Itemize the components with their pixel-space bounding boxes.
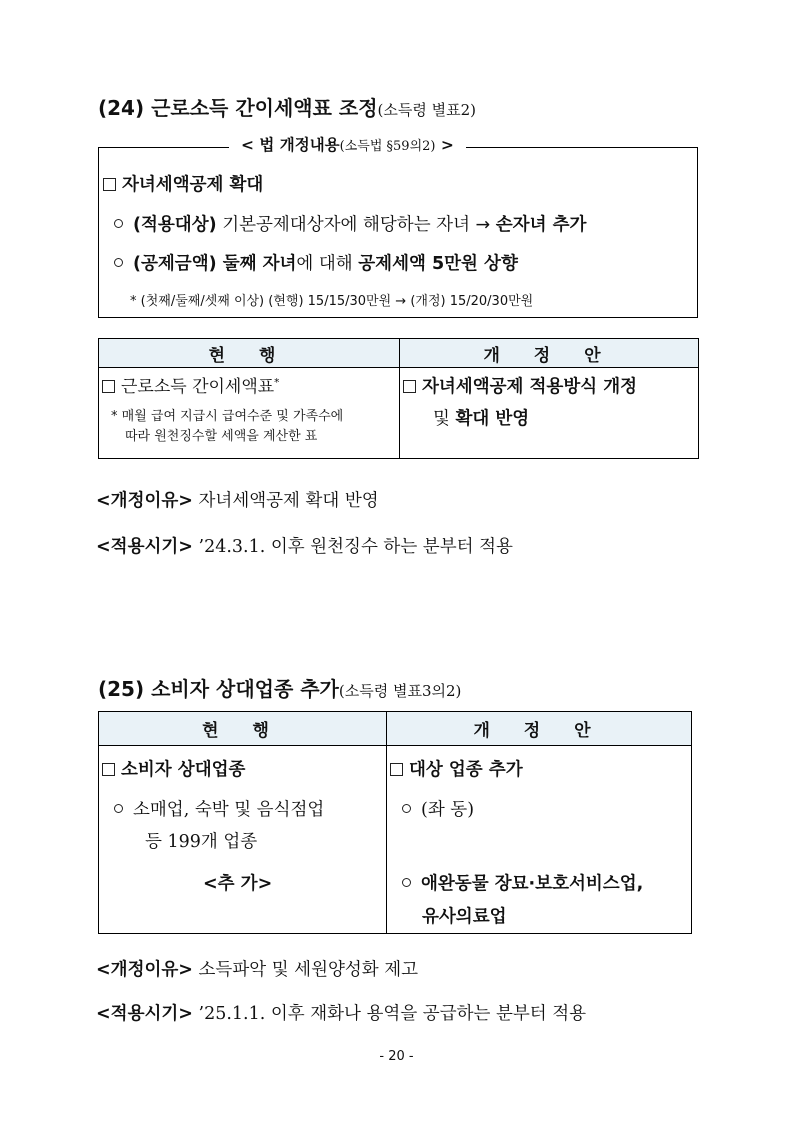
checkbox-square-icon [102,763,115,776]
law-box-item-2: (공제금액) 둘째 자녀에 대해 공제세액 5만원 상향 [114,250,518,275]
current-item: 근로소득 간이세액표* [102,372,279,397]
revised-heading: 대상 업종 추가 [390,756,523,781]
law-box-heading: 자녀세액공제 확대 [103,171,263,196]
current-heading: 소비자 상대업종 [102,756,245,781]
section24-apply-date: <적용시기> ’24.3.1. 이후 원천징수 하는 분부터 적용 [96,537,513,557]
section24-title-text: (24) 근로소득 간이세액표 조정 [98,96,378,120]
current-add-label: <추 가> [203,874,273,894]
circle-bullet-icon [114,804,123,813]
header-revised: 개 정 안 [400,339,699,368]
checkbox-square-icon [390,763,403,776]
section25-reason: <개정이유> 소득파악 및 세원양성화 제고 [96,960,419,980]
law-box-item-1: (적용대상) 기본공제대상자에 해당하는 자녀 → 손자녀 추가 [114,211,586,236]
cell-current [99,368,400,459]
checkbox-square-icon [102,380,115,393]
header-current: 현 행 [99,712,387,746]
revised-item-1: (좌 동) [402,796,474,821]
section25-title [98,673,461,702]
page-number: - 20 - [379,1049,414,1064]
revised-line1: 자녀세액공제 적용방식 개정 [403,373,637,398]
section25-apply-date: <적용시기> ’25.1.1. 이후 재화나 용역을 공급하는 분부터 적용 [96,1004,587,1024]
circle-bullet-icon [402,804,411,813]
cell-revised [387,746,692,934]
current-item-line2: 등 199개 업종 [145,832,258,852]
section24-title [98,92,476,121]
current-note-line2: 따라 원천징수할 세액을 계산한 표 [125,429,318,444]
law-change-legend: < 법 개정내용(소득법 §59의2) > [229,133,466,155]
revised-item-2-line1: 애완동물 장묘·보호서비스업, [402,870,643,895]
current-item-line1: 소매업, 숙박 및 음식점업 [114,796,324,821]
law-box-footnote: * (첫째/둘째/셋째 이상) (현행) 15/15/30만원 → (개정) 15/20/30만원 [130,294,534,309]
revised-line2: 및 확대 반영 [433,409,530,429]
checkbox-square-icon [403,380,416,393]
section25-comparison-table [98,711,692,934]
header-revised: 개 정 안 [387,712,692,746]
section25-title-paren: (소득령 별표3의2) [338,682,462,700]
section24-reason: <개정이유> 자녀세액공제 확대 반영 [96,491,379,511]
section24-title-paren: (소득령 별표2) [377,101,476,119]
cell-revised [400,368,699,459]
circle-bullet-icon [114,219,123,228]
section25-title-text: (25) 소비자 상대업종 추가 [98,677,339,701]
circle-bullet-icon [114,258,123,267]
header-current: 현 행 [99,339,400,368]
section24-comparison-table [98,338,699,459]
current-note-line1: * 매월 급여 지급시 급여수준 및 가족수에 [111,409,344,424]
checkbox-square-icon [103,178,116,191]
revised-item-2-line2: 유사의료업 [422,907,507,927]
circle-bullet-icon [402,878,411,887]
cell-current [99,746,387,934]
